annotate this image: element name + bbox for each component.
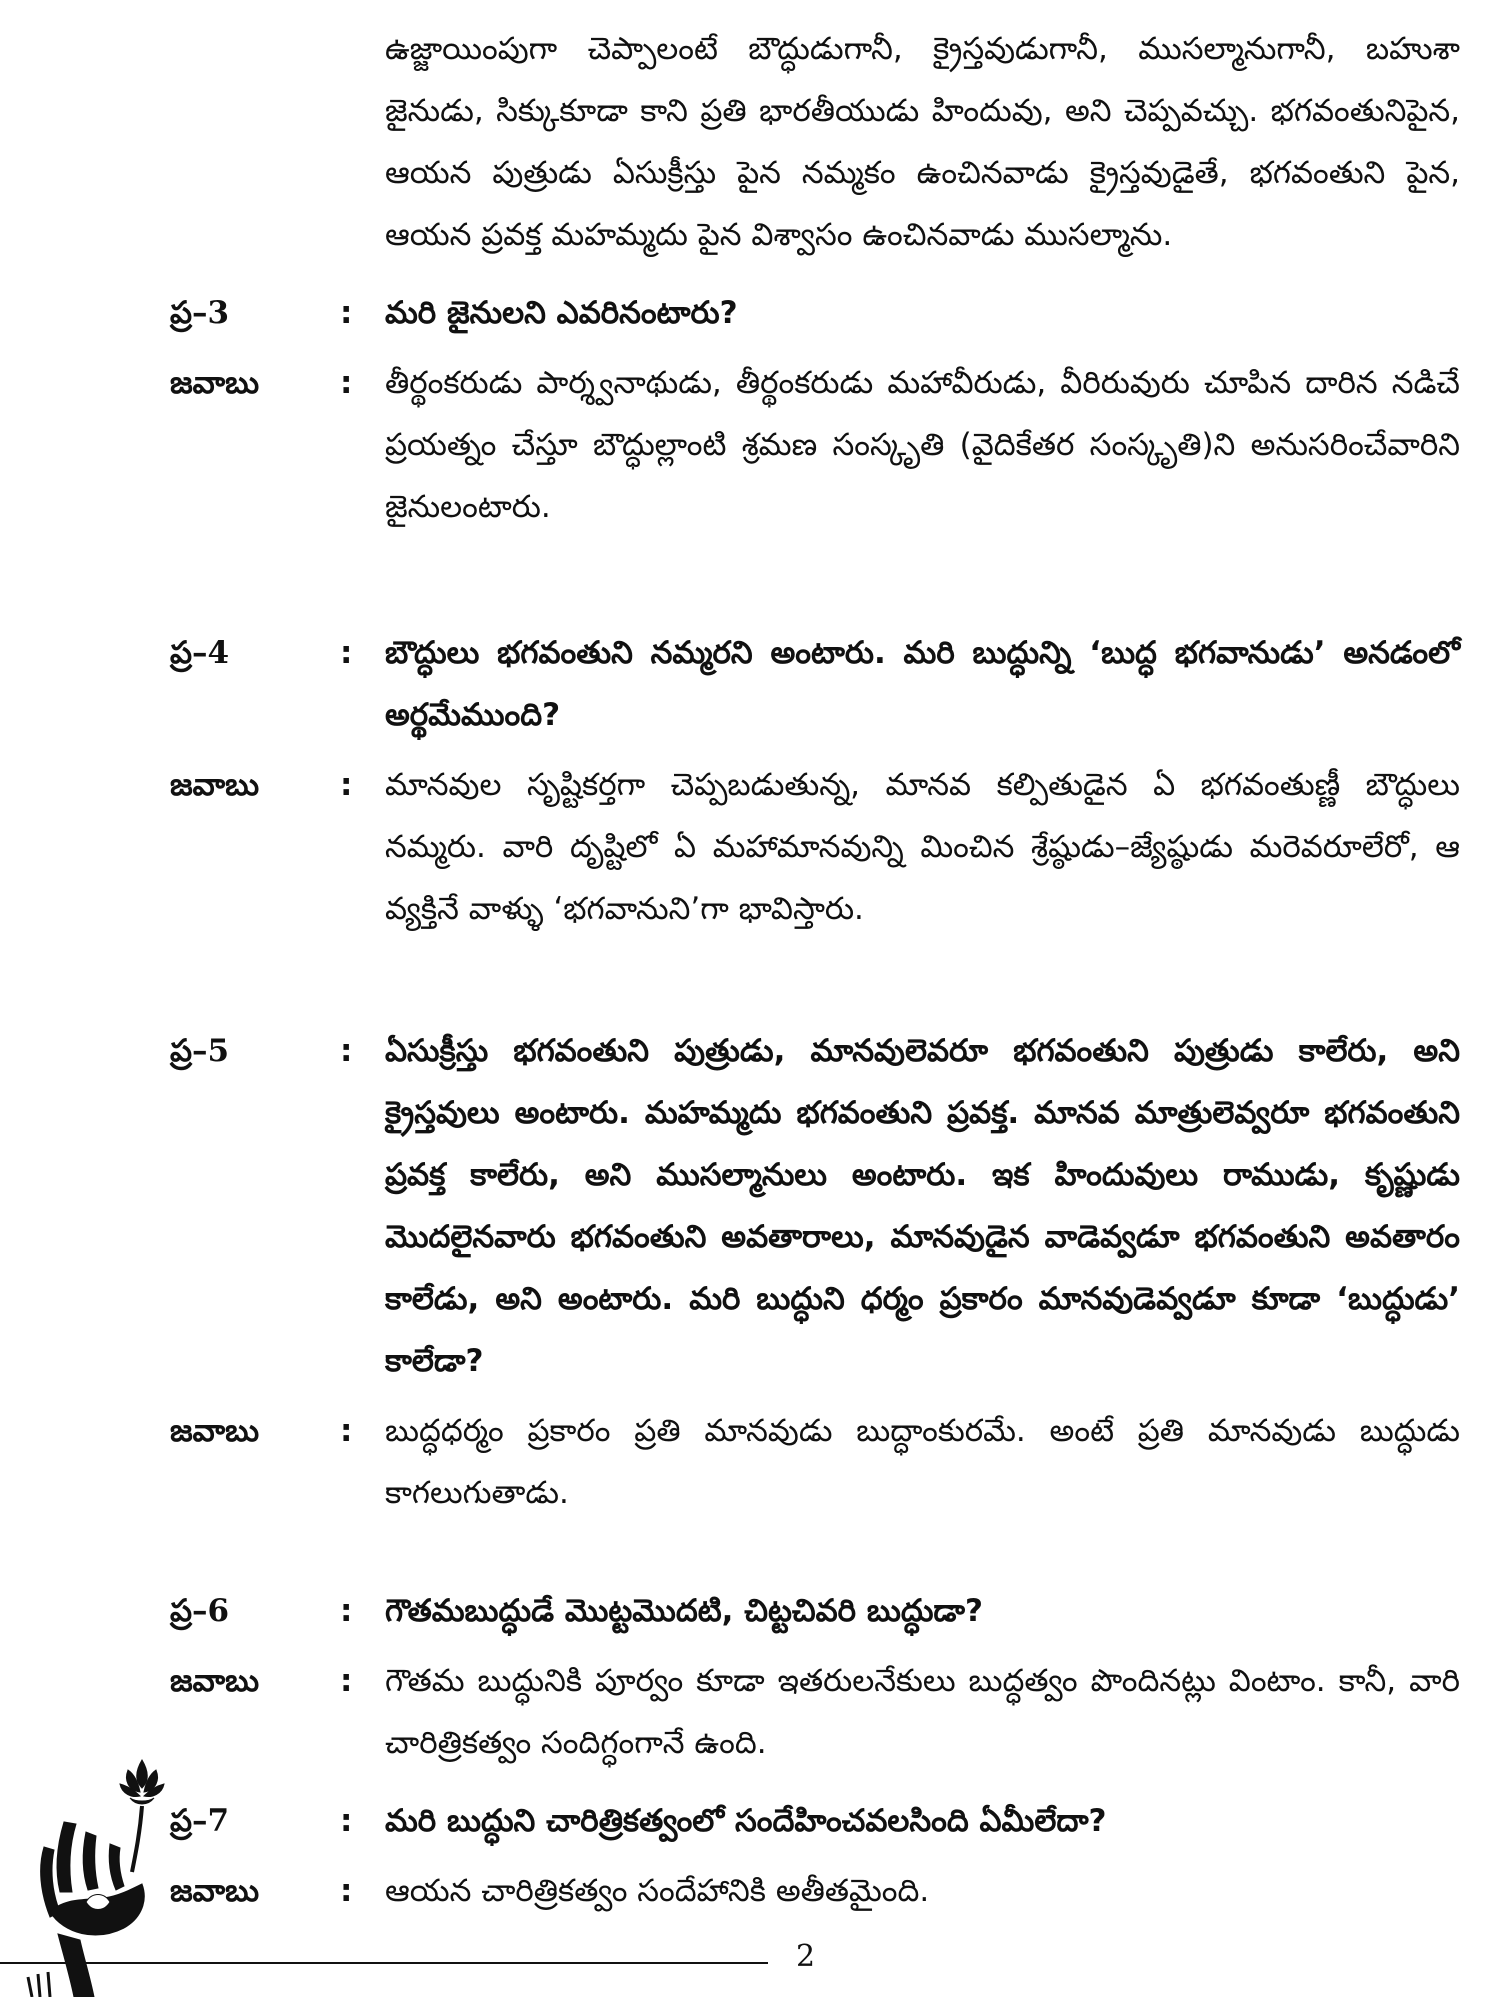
colon: : bbox=[340, 1593, 353, 1629]
answer-label: జవాబు bbox=[170, 767, 260, 803]
answer-row bbox=[170, 352, 1460, 538]
question-text: మరి బుద్ధుని చారిత్రికత్వంలో సందేహించవలసింది ఏమీలేదా? bbox=[385, 1803, 1107, 1839]
qa-block-3 bbox=[170, 282, 1460, 538]
question-row bbox=[170, 282, 1460, 344]
qa-block-6 bbox=[170, 1580, 1460, 1774]
intro-paragraph: ఉజ్జాయింపుగా చెప్పాలంటే బౌద్ధుడుగానీ, క్రైస్తవుడుగానీ, ముసల్మానుగానీ, బహుశా జైనుడు, సిక్కుకూడా కాని ప్రతి భారతీయుడు హిందువు, అని చెప్పవచ్చు. భగవంతునిపైన, ఆయన పుత్రుడు ఏసుక్రీస్తు పైన నమ్మకం ఉంచినవాడు క్రైస్తవుడైతే, భగవంతుని పైన, ఆయన ప్రవక్త మహమ్మదు పైన విశ్వాసం ఉంచినవాడు ముసల్మాను. bbox=[385, 31, 1460, 253]
answer-text: తీర్థంకరుడు పార్శ్వనాథుడు, తీర్థంకరుడు మహావీరుడు, వీరిరువురు చూపిన దారిన నడిచే ప్రయత్నం చేస్తూ బౌద్ధుల్లాంటి శ్రమణ సంస్కృతి (వైదికేతర సంస్కృతి)ని అనుసరించేవారిని జైనులంటారు. bbox=[385, 365, 1460, 525]
answer-row bbox=[170, 1860, 1460, 1922]
answer-label: జవాబు bbox=[170, 1663, 260, 1699]
question-row bbox=[170, 1790, 1460, 1852]
question-text: బౌద్ధులు భగవంతుని నమ్మరని అంటారు. మరి బుద్ధున్ని ‘బుద్ధ భగవానుడు’ అనడంలో అర్థమేముంది? bbox=[385, 635, 1460, 733]
answer-label: జవాబు bbox=[170, 1413, 260, 1449]
answer-row bbox=[170, 1650, 1460, 1774]
question-label: ప్ర–6 bbox=[170, 1593, 230, 1629]
page-number: 2 bbox=[796, 1939, 816, 1974]
colon: : bbox=[340, 1413, 353, 1449]
question-label: ప్ర–5 bbox=[170, 1033, 230, 1069]
colon: : bbox=[340, 1663, 353, 1699]
question-text: మరి జైనులని ఎవరినంటారు? bbox=[385, 295, 738, 331]
colon: : bbox=[340, 365, 353, 401]
question-row bbox=[170, 622, 1460, 746]
question-text: గౌతమబుద్ధుడే మొట్టమొదటి, చిట్టచివరి బుద్ధుడా? bbox=[385, 1593, 984, 1629]
qa-block-5 bbox=[170, 1020, 1460, 1524]
question-label: ప్ర–4 bbox=[170, 635, 230, 671]
answer-text: గౌతమ బుద్ధునికి పూర్వం కూడా ఇతరులనేకులు బుద్ధత్వం పొందినట్లు వింటాం. కానీ, వారి చారిత్రికత్వం సందిగ్ధంగానే ఉంది. bbox=[385, 1663, 1460, 1761]
answer-label: జవాబు bbox=[170, 365, 260, 401]
colon: : bbox=[340, 1803, 353, 1839]
colon: : bbox=[340, 1873, 353, 1909]
colon: : bbox=[340, 767, 353, 803]
colon: : bbox=[340, 635, 353, 671]
lotus-in-hand-icon bbox=[24, 1752, 174, 1997]
answer-text: ఆయన చారిత్రికత్వం సందేహానికి అతీతమైంది. bbox=[385, 1873, 930, 1909]
answer-text: బుద్ధధర్మం ప్రకారం ప్రతి మానవుడు బుద్ధాంకురమే. అంటే ప్రతి మానవుడు బుద్ధుడు కాగలుగుతాడు. bbox=[385, 1413, 1460, 1511]
answer-row bbox=[170, 754, 1460, 940]
answer-label: జవాబు bbox=[170, 1873, 260, 1909]
colon: : bbox=[340, 1033, 353, 1069]
footer-rule bbox=[0, 1962, 768, 1964]
answer-row bbox=[170, 1400, 1460, 1524]
question-row bbox=[170, 1580, 1460, 1642]
answer-text: మానవుల సృష్టికర్తగా చెప్పబడుతున్న, మానవ కల్పితుడైన ఏ భగవంతుణ్ణీ బౌద్ధులు నమ్మరు. వారి దృష్టిలో ఏ మహామానవున్ని మించిన శ్రేష్ఠుడు–జ్యేష్ఠుడు మరెవరూలేరో, ఆ వ్యక్తినే వాళ్ళు ‘భగవానుని’గా భావిస్తారు. bbox=[385, 767, 1460, 927]
question-label: ప్ర–7 bbox=[170, 1803, 230, 1839]
qa-block-4 bbox=[170, 622, 1460, 940]
question-row bbox=[170, 1020, 1460, 1392]
qa-block-7 bbox=[170, 1790, 1460, 1922]
question-text: ఏసుక్రీస్తు భగవంతుని పుత్రుడు, మానవులెవరూ భగవంతుని పుత్రుడు కాలేరు, అని క్రైస్తవులు అంటారు. మహమ్మదు భగవంతుని ప్రవక్త. మానవ మాత్రులెవ్వరూ భగవంతుని ప్రవక్త కాలేరు, అని ముసల్మానులు అంటారు. ఇక హిందువులు రాముడు, కృష్ణుడు మొదలైనవారు భగవంతుని అవతారాలు, మానవుడైన వాడెవ్వడూ భగవంతుని అవతారం కాలేడు, అని అంటారు. మరి బుద్ధుని ధర్మం ప్రకారం మానవుడెవ్వడూ కూడా ‘బుద్ధుడు’ కాలేడా? bbox=[385, 1033, 1460, 1379]
colon: : bbox=[340, 295, 353, 331]
question-label: ప్ర–3 bbox=[170, 295, 230, 331]
